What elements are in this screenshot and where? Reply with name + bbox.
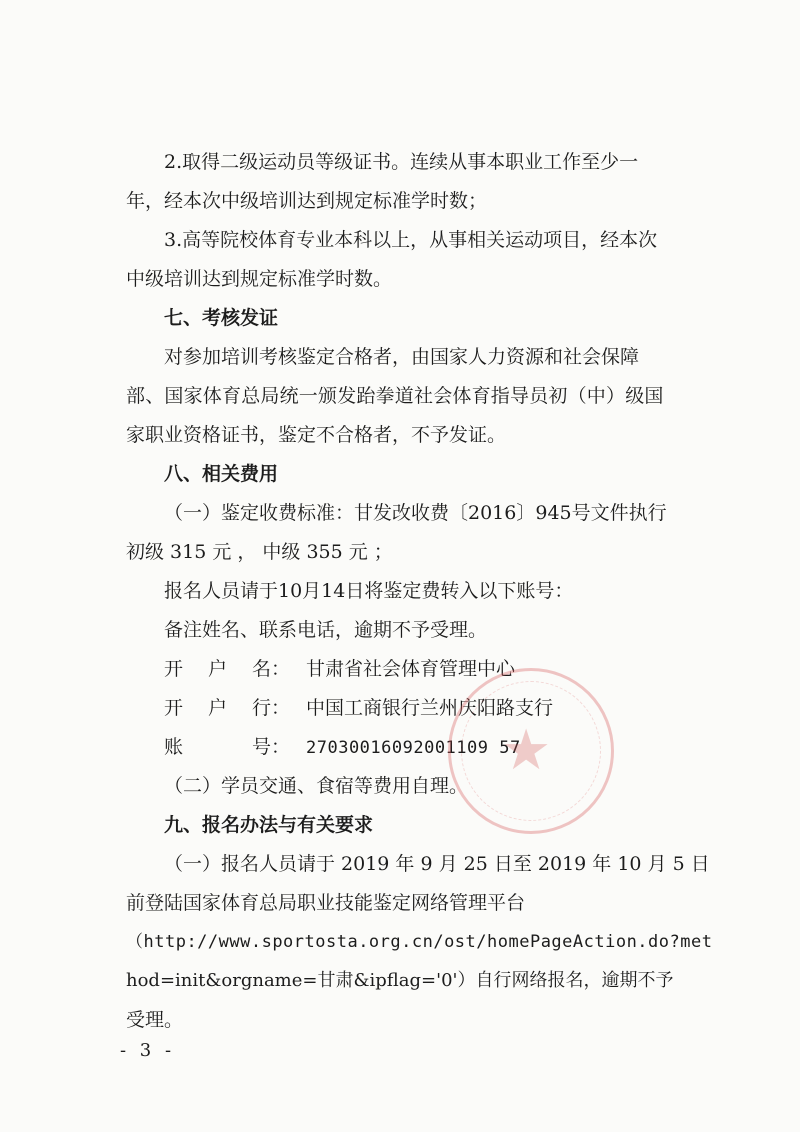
- page-number: - 3 -: [120, 1040, 176, 1061]
- text-line: 部、国家体育总局统一颁发跆拳道社会体育指导员初（中）级国: [126, 385, 664, 407]
- account-number-value: 27030016092001109 57: [306, 738, 521, 758]
- text-line: 中级培训达到规定标准学时数。: [126, 268, 393, 290]
- text-line: （一）报名人员请于 2019 年 9 月 25 日至 2019 年 10 月 5 日: [164, 853, 710, 875]
- label-char: 开: [164, 658, 184, 680]
- section-heading-8: 八、相关费用: [164, 463, 279, 485]
- text-line: 年，经本次中级培训达到规定标准学时数；: [126, 190, 488, 212]
- text-line: 3.高等院校体育专业本科以上，从事相关运动项目，经本次: [164, 229, 658, 251]
- text-line: （二）学员交通、食宿等费用自理。: [164, 775, 469, 797]
- url-line: （http://www.sportosta.org.cn/ost/homePageAction.do?met: [126, 932, 713, 952]
- fee-line: 初级 315 元 ， 中级 355 元 ；: [126, 541, 393, 563]
- label-char: 号：: [252, 736, 291, 758]
- account-name-value: 甘肃省社会体育管理中心: [306, 658, 516, 680]
- text-line: 2.取得二级运动员等级证书。连续从事本职业工作至少一: [164, 151, 639, 173]
- label-char: 开: [164, 697, 184, 719]
- account-number-row: [0, 735, 800, 760]
- section-heading-9: 九、报名办法与有关要求: [164, 814, 374, 836]
- label-char: 账: [164, 736, 184, 758]
- text-line: 受理。: [126, 1009, 184, 1031]
- text-line: 对参加培训考核鉴定合格者，由国家人力资源和社会保障: [164, 346, 640, 368]
- label-char: 名：: [252, 658, 291, 680]
- account-name-row: [0, 657, 800, 681]
- text-line: 备注姓名、联系电话，逾期不予受理。: [164, 619, 488, 641]
- account-bank-row: [0, 696, 800, 720]
- text-line: 家职业资格证书，鉴定不合格者，不予发证。: [126, 424, 507, 446]
- account-bank-value: 中国工商银行兰州庆阳路支行: [306, 697, 554, 719]
- label-char: 户: [208, 658, 228, 680]
- text-line: 报名人员请于10月14日将鉴定费转入以下账号：: [164, 580, 574, 602]
- seal-star-icon: ★: [501, 718, 552, 783]
- section-heading-7: 七、考核发证: [164, 307, 279, 329]
- label-char: 行：: [252, 697, 291, 719]
- url-line: hod=init&orgname=甘肃&ipflag='0'）自行网络报名，逾期不予: [126, 970, 674, 991]
- text-line: 前登陆国家体育总局职业技能鉴定网络管理平台: [126, 892, 526, 914]
- label-char: 户: [208, 697, 228, 719]
- text-line: （一）鉴定收费标准：甘发改收费〔2016〕945号文件执行: [164, 502, 667, 524]
